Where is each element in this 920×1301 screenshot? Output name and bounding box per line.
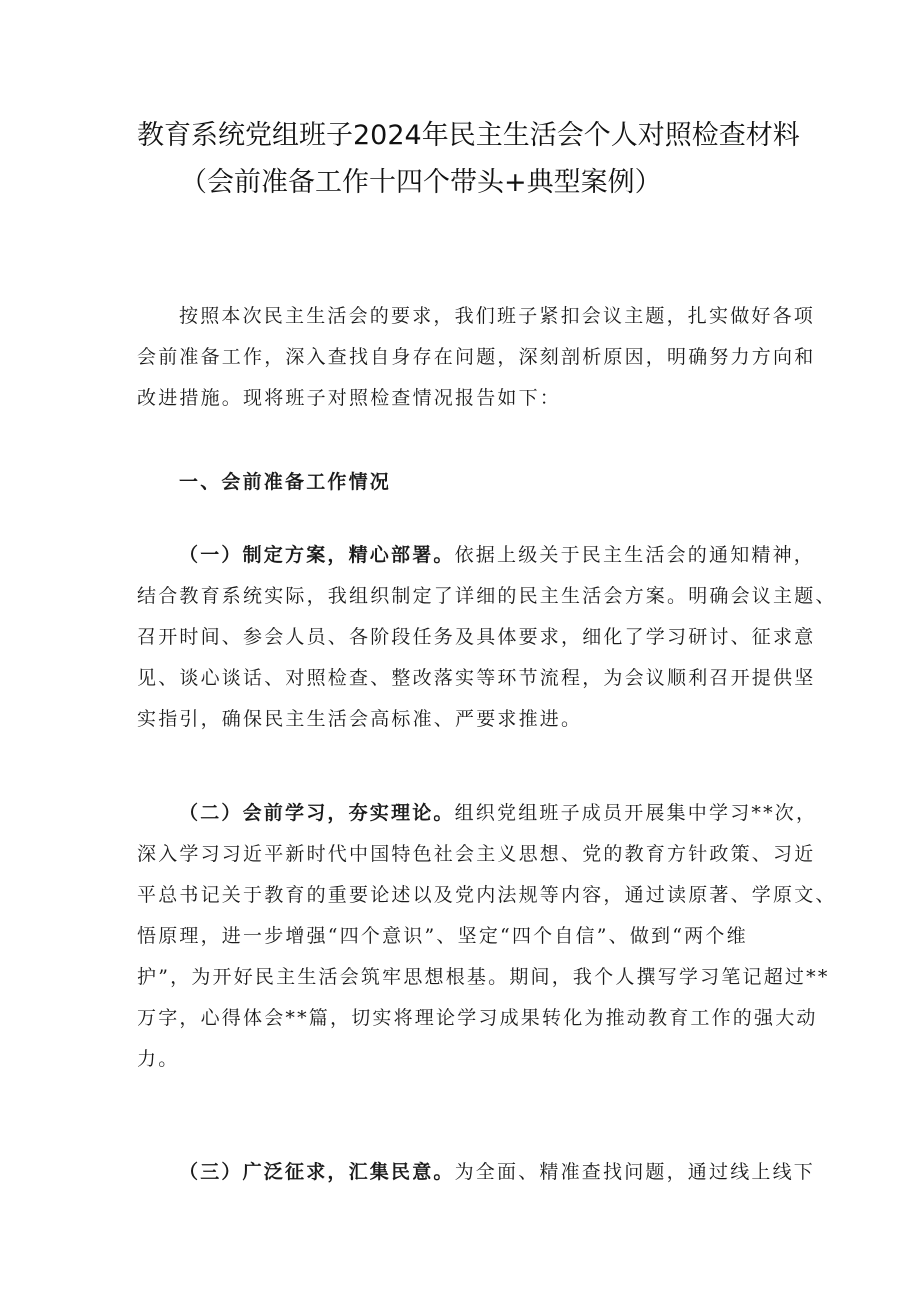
- intro-line: 会前准备工作，深入查找自身存在问题，深刻剖析原因，明确努力方向和: [137, 346, 816, 368]
- item-line: 组织党组班子成员开展集中学习**次，: [454, 802, 818, 824]
- item-lead: （三）广泛征求，汇集民意。: [179, 1161, 455, 1183]
- item-line: 平总书记关于教育的重要论述以及党内法规等内容，通过读原著、学原文、: [137, 884, 837, 906]
- intro-line: 改进措施。现将班子对照检查情况报告如下：: [137, 387, 562, 409]
- section-heading-text: 一、会前准备工作情况: [179, 471, 392, 493]
- intro-paragraph: [137, 296, 816, 419]
- document-title: 教育系统党组班子2024年民主生活会个人对照检查材料: [137, 120, 800, 151]
- item-line: 结合教育系统实际，我组织制定了详细的民主生活会方案。明确会议主题、: [137, 585, 837, 607]
- item-line: 为全面、精准查找问题，通过线上线下: [454, 1161, 816, 1183]
- item-line: 实指引，确保民主生活会高标准、严要求推进。: [137, 708, 583, 730]
- item-lead: （二）会前学习，夯实理论。: [179, 802, 455, 824]
- item-line: 力。: [137, 1048, 180, 1070]
- item-line: 依据上级关于民主生活会的通知精神，: [454, 544, 816, 566]
- item-line: 召开时间、参会人员、各阶段任务及具体要求，细化了学习研讨、征求意: [137, 626, 816, 648]
- item-paragraph: [137, 1152, 816, 1193]
- item-lead: （一）制定方案，精心部署。: [179, 544, 455, 566]
- item-paragraph: [137, 793, 837, 1080]
- section-heading: [137, 462, 787, 503]
- intro-line: 按照本次民主生活会的要求，我们班子紧扣会议主题，扎实做好各项: [179, 305, 816, 327]
- item-line: 深入学习习近平新时代中国特色社会主义思想、党的教育方针政策、习近: [137, 843, 816, 865]
- item-line: 悟原理，进一步增强“四个意识”、坚定“四个自信”、做到“两个维: [137, 925, 748, 947]
- item-line: 见、谈心谈话、对照检查、整改落实等环节流程，为会议顺利召开提供坚: [137, 667, 816, 689]
- document-subtitle: （会前准备工作十四个带头+典型案例）: [180, 167, 662, 198]
- item-line: 护”，为开好民主生活会筑牢思想根基。期间，我个人撰写学习笔记超过**: [137, 966, 830, 988]
- item-paragraph: [137, 535, 837, 740]
- item-line: 万字，心得体会**篇，切实将理论学习成果转化为推动教育工作的强大动: [137, 1007, 818, 1029]
